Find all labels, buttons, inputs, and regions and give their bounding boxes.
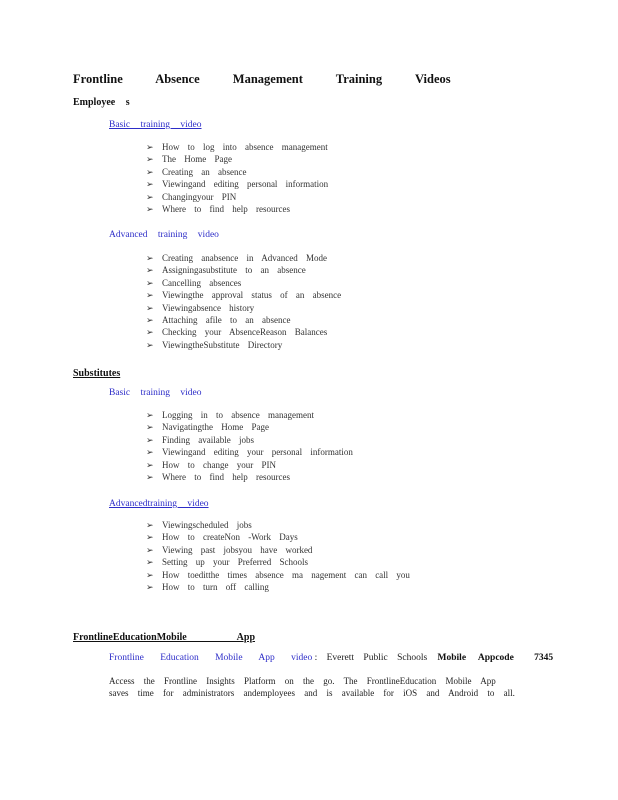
employees-heading: Employee s — [73, 97, 130, 108]
bullet-icon: ➢ — [146, 339, 154, 350]
bullet-icon: ➢ — [146, 253, 154, 263]
list-item: ➢ Logging in to absence management — [146, 410, 314, 420]
substitute-basic-list — [146, 409, 353, 483]
list-item: ➢ Navigatingthe Home Page — [146, 422, 269, 433]
bullet-icon: ➢ — [146, 179, 154, 190]
bullet-icon: ➢ — [146, 520, 154, 530]
bullet-icon: ➢ — [146, 532, 154, 543]
substitute-advanced-video-link[interactable] — [109, 499, 215, 509]
list-item: ➢ The Home Page — [146, 154, 232, 165]
bullet-icon: ➢ — [146, 557, 154, 568]
substitute-basic-video-link-text[interactable]: Basic training video — [109, 388, 202, 398]
employee-basic-list — [146, 141, 328, 215]
list-item: ➢ Where to find help resources — [146, 203, 290, 214]
bullet-icon: ➢ — [146, 154, 154, 165]
list-item: ➢ Viewingand editing your personal information — [146, 447, 353, 458]
bullet-icon: ➢ — [146, 265, 154, 276]
list-item: ➢ Creating anabsence in Advanced Mode — [146, 253, 327, 263]
bullet-icon: ➢ — [146, 581, 154, 592]
bullet-icon: ➢ — [146, 447, 154, 458]
list-item: ➢ How toeditthe times absence ma nagement can call you — [146, 569, 410, 580]
bullet-icon: ➢ — [146, 569, 154, 580]
substitute-basic-video-link[interactable] — [109, 388, 202, 398]
bullet-icon: ➢ — [146, 327, 154, 338]
list-item: ➢ Viewingscheduled jobs — [146, 520, 252, 530]
list-item: ➢ How to turn off calling — [146, 581, 269, 592]
list-item: ➢ How to createNon -Work Days — [146, 532, 298, 543]
mobile-app-code-value: 7345 — [534, 653, 554, 663]
employee-basic-video-link-text[interactable]: Basic training video — [109, 120, 202, 130]
bullet-icon: ➢ — [146, 459, 154, 470]
page-title: Frontline Absence Management Training Videos — [73, 72, 451, 86]
list-item: ➢ Changingyour PIN — [146, 191, 237, 202]
employee-advanced-video-link[interactable] — [109, 230, 219, 240]
bullet-icon: ➢ — [146, 290, 154, 301]
mobile-app-description-line-1: Access the Frontline Insights Platform on the go. The FrontlineEducation Mobile App — [109, 676, 496, 686]
bullet-icon: ➢ — [146, 314, 154, 325]
list-item: ➢ Where to find help resources — [146, 471, 290, 482]
mobile-app-description-line-2: saves time for administrators andemployees and is available for iOS and Android to all. — [109, 688, 515, 698]
employee-advanced-video-link-text[interactable]: Advanced training video — [109, 230, 219, 240]
bullet-icon: ➢ — [146, 142, 154, 152]
bullet-icon: ➢ — [146, 422, 154, 433]
substitute-advanced-list — [146, 519, 410, 593]
list-item: ➢ Viewing past jobsyou have worked — [146, 544, 313, 555]
bullet-icon: ➢ — [146, 277, 154, 288]
list-item: ➢ Setting up your Preferred Schools — [146, 557, 308, 568]
mobile-app-code-label: Mobile Appcode — [437, 653, 514, 663]
substitute-advanced-video-link-text[interactable]: Advancedtraining video — [109, 499, 209, 509]
bullet-icon: ➢ — [146, 203, 154, 214]
list-item: ➢ Viewingand editing personal information — [146, 179, 329, 190]
bullet-icon: ➢ — [146, 302, 154, 313]
bullet-icon: ➢ — [146, 471, 154, 482]
list-item: ➢ How to change your PIN — [146, 459, 276, 470]
mobile-app-video-link[interactable]: Frontline Education Mobile App video — [109, 653, 313, 663]
list-item: ➢ Attaching afile to an absence — [146, 314, 291, 325]
bullet-icon: ➢ — [146, 544, 154, 555]
mobile-app-separator: : Everett Public Schools — [314, 653, 428, 663]
mobile-app-line — [109, 653, 553, 663]
list-item: ➢ Viewingabsence history — [146, 302, 255, 313]
employee-advanced-list — [146, 252, 341, 351]
mobile-app-heading: FrontlineEducationMobile App — [73, 632, 256, 643]
list-item: ➢ ViewingtheSubstitute Directory — [146, 339, 283, 350]
bullet-icon: ➢ — [146, 410, 154, 420]
bullet-icon: ➢ — [146, 434, 154, 445]
employee-basic-video-link[interactable] — [109, 120, 202, 130]
list-item: ➢ Viewingthe approval status of an absence — [146, 290, 342, 301]
bullet-icon: ➢ — [146, 166, 154, 177]
list-item: ➢ Checking your AbsenceReason Balances — [146, 327, 328, 338]
list-item: ➢ Cancelling absences — [146, 277, 242, 288]
list-item: ➢ Creating an absence — [146, 166, 247, 177]
bullet-icon: ➢ — [146, 191, 154, 202]
list-item: ➢ How to log into absence management — [146, 142, 328, 152]
substitutes-heading: Substitutes — [73, 368, 121, 379]
list-item: ➢ Assigningasubstitute to an absence — [146, 265, 306, 276]
list-item: ➢ Finding available jobs — [146, 434, 254, 445]
